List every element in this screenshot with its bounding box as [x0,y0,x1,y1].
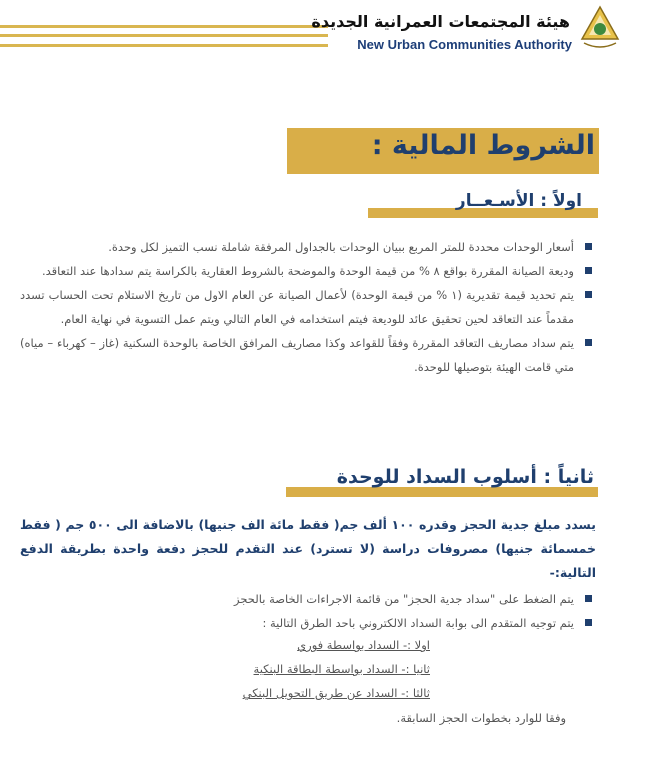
header-line-3 [0,44,328,47]
bullet-square-icon [585,619,592,626]
list-item: يتم توجيه المتقدم الى بوابة السداد الالكتروني باحد الطرق التالية : [200,611,596,635]
org-name-arabic: هيئة المجتمعات العمرانية الجديدة [311,12,570,31]
payment-option-transfer: ثالثا :- السداد عن طريق التحويل البنكي [242,686,430,700]
payment-paragraph: يسدد مبلغ جدية الحجز وقدره ١٠٠ ألف جم( فقط مائة الف جنيها) بالاضافة الى ٥٠٠ جم ( فقط خمسمائة جنيها) مصروفات دراسة (لا تسترد) عند التقدم للحجز دفعة واحدة بطريقة الدفع التالية:- [20,517,596,580]
page-title: الشروط المالية : [371,130,595,161]
list-item: يتم سداد مصاريف التعاقد المقررة وفقاً للقواعد وكذا مصاريف المرافق الخاصة بالوحدة السكنية (غاز – كهرباء – مياه) متي قامت الهيئة بتوصيلها للوحدة. [20,331,596,379]
closing-note: وفقا للوارد بخطوات الحجز السابقة. [396,711,566,725]
list-item: يتم الضغط على "سداد جدية الحجز" من قائمة الاجراءات الخاصة بالحجز [200,587,596,611]
section1-bullet-list [20,235,596,379]
authority-logo-icon [580,5,620,51]
list-item: أسعار الوحدات محددة للمتر المربع ببيان الوحدات بالجداول المرفقة شاملة نسب التميز لكل وحدة. [20,235,596,259]
header-line-2 [0,34,328,37]
org-name-english: New Urban Communities Authority [357,37,572,52]
section2-bullet-list [200,587,596,635]
bullet-square-icon [585,291,592,298]
header-line-1 [0,25,328,28]
section1-heading: اولاً : الأسـعــار [455,191,582,211]
payment-option-card: ثانيا :- السداد بواسطة البطاقة البنكية [253,662,430,676]
bullet-square-icon [585,339,592,346]
bullet-square-icon [585,267,592,274]
bullet-square-icon [585,243,592,250]
section2-heading: ثانياً : أسلوب السداد للوحدة [336,466,594,488]
payment-option-fawry: اولا :- السداد بواسطة فوري [297,638,430,652]
list-item: يتم تحديد قيمة تقديرية (١ % من قيمة الوحدة) لأعمال الصيانة عن العام الاول من تاريخ الاستلام تحت الحساب تسدد مقدماً عند التعاقد لحين تحقيق عائد للوديعة فيتم استخدامه في العام التالي ويتم عمل التسوية في نهاية العام. [20,283,596,331]
list-item: وديعة الصيانة المقررة بواقع ٨ % من قيمة الوحدة والموضحة بالشروط العقارية بالكراسة يتم سدادها عند التعاقد. [20,259,596,283]
section2-heading-underline [286,487,598,497]
bullet-square-icon [585,595,592,602]
